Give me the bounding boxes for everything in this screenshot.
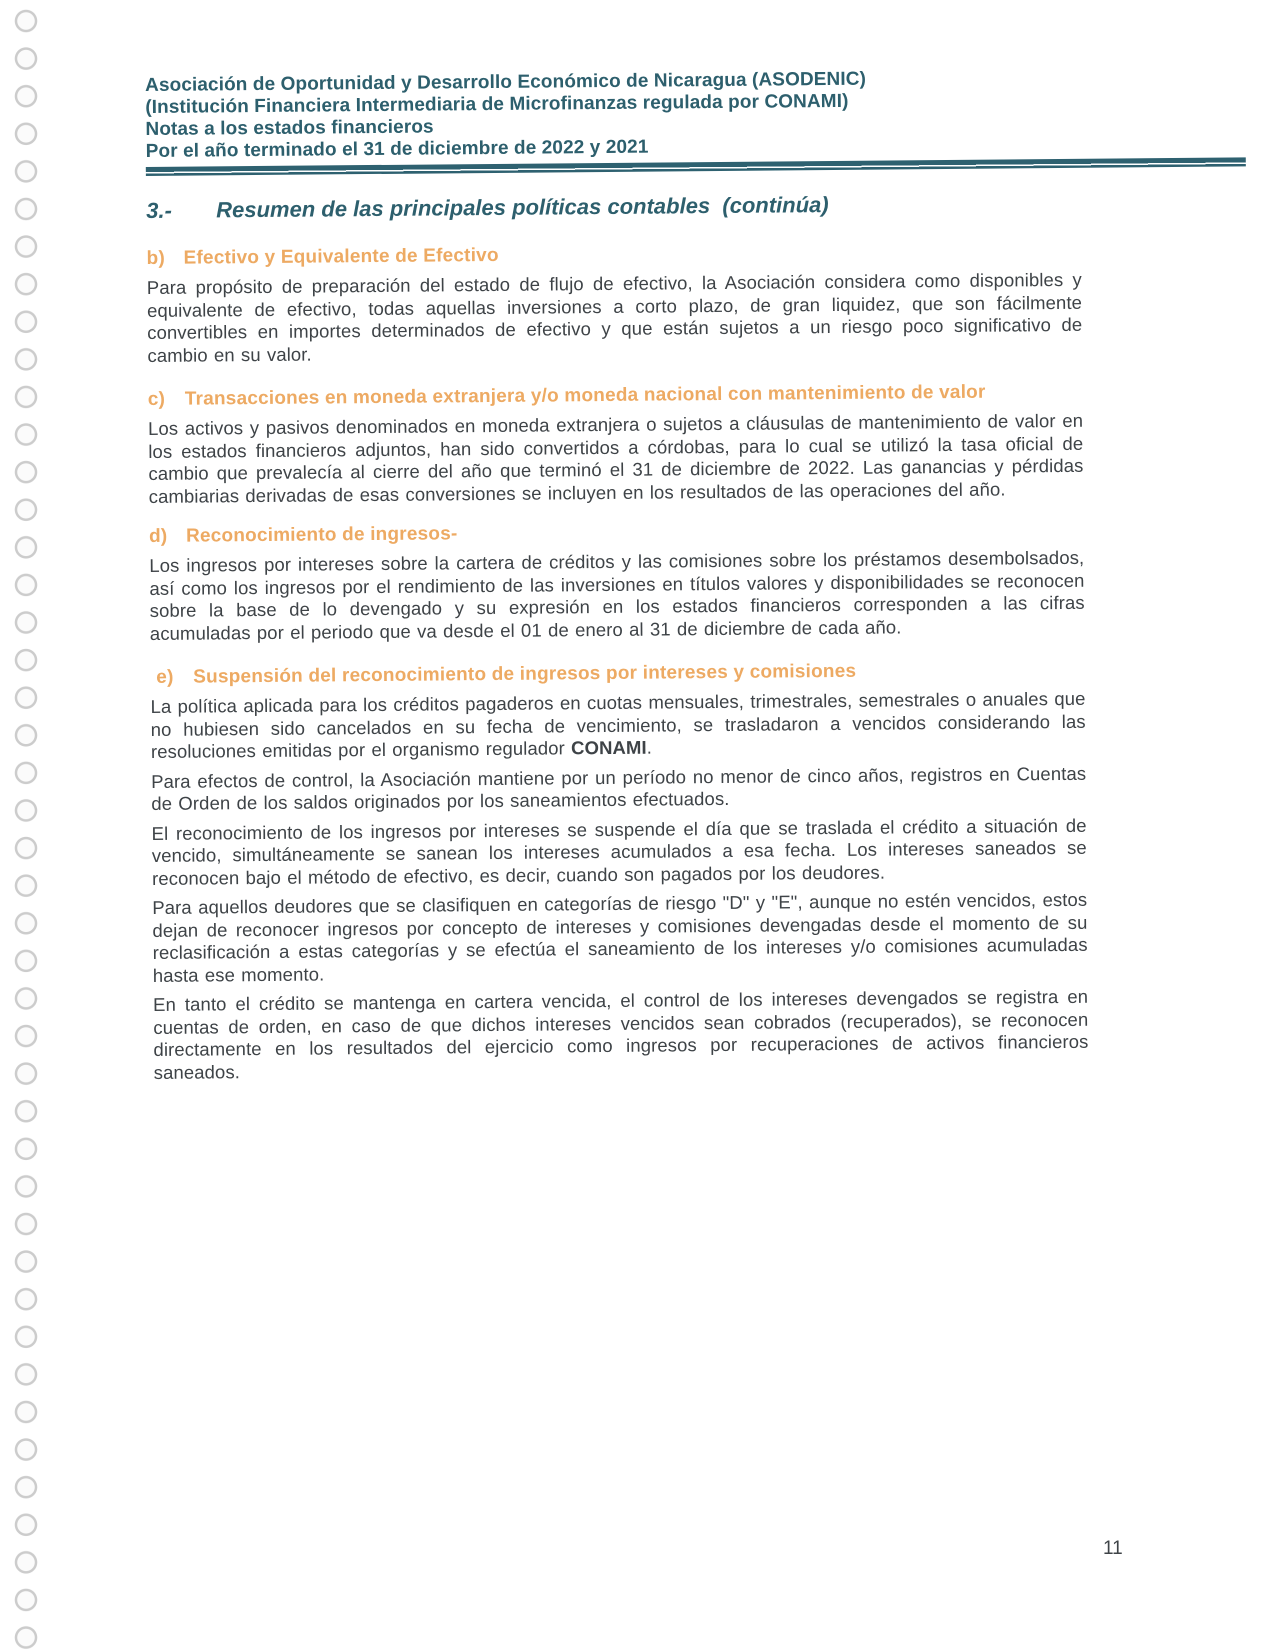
paragraph-cash-equivalents: Para propósito de preparación del estado de flujo de efectivo, la Asociación considera como disponibles y equivalente de efectivo, todas aquellas inversiones a corto plazo, de gran liquidez, que son fácilmente convertibles en importes determinados de efectivo y que están sujetos a un riesgo poco significativo de cambio en su valor. — [146, 268, 1083, 366]
section-title — [146, 188, 1081, 226]
subsection-heading-d — [149, 516, 1084, 549]
conami-bold-label: CONAMI — [570, 736, 647, 759]
paragraph-overdue-portfolio: En tanto el crédito se mantenga en cartera vencida, el control de los intereses devengados se registra en cuentas de orden, en caso de que dichos intereses vencidos sean cobrados (recuperados), se reconocen directamente en los resultados del ejercicio como ingresos por recuperaciones de activos financieros saneados. — [153, 985, 1089, 1083]
binder-holes — [8, 4, 44, 1650]
section-number: 3.- — [146, 197, 172, 223]
document-header — [145, 67, 1081, 163]
subsection-letter-d: d) — [148, 525, 168, 547]
header-period: Por el año terminado el 31 de diciembre de 2022 y 2021 — [145, 136, 649, 162]
paragraph-risk-categories: Para aquellos deudores que se clasifiquen en categorías de riesgo "D" y "E", aunque no estén vencidos, estos dejan de reconocer ingresos por concepto de intereses y comisiones devengadas desde el momento de su reclasificación a estas categorías y se efectúa el saneamiento de los intereses y/o comisiones acumuladas hasta ese momento. — [152, 888, 1088, 986]
section-title-text: Resumen de las principales políticas contables (continúa) — [216, 192, 829, 223]
header-institution-type: (Institución Financiera Intermediaria de Microfinanzas regulada por CONAMI) — [145, 90, 849, 118]
paragraph-income-recognition: Los ingresos por intereses sobre la cartera de créditos y las comisiones sobre los préstamos desembolsados, así como los ingresos por el rendimiento de las inversiones en títulos valores y disponibilidades se reconocen sobre la base de lo devengado y su expresión en los estados financieros corresponden a las cifras acumuladas por el periodo que va desde el 01 de enero al 31 de diciembre de cada año. — [149, 546, 1085, 644]
paragraph-policy-conami-period: . — [646, 736, 653, 758]
paragraph-interest-suspension: El reconocimiento de los ingresos por intereses se suspende el día que se traslada el crédito a situación de vencido, simultáneamente se sanean los intereses acumulados a esa fecha. Los intereses saneados se reconocen bajo el método de efectivo, es decir, cuando son pagados por los deudores. — [151, 814, 1087, 889]
subsection-letter-b: b) — [146, 247, 166, 269]
paragraph-policy-conami — [150, 688, 1086, 764]
page-content — [145, 67, 1089, 1084]
paragraph-control-records: Para efectos de control, la Asociación mantiene por un período no menor de cinco años, registros en Cuentas de Orden de los saldos originados por los saneamientos efectuados. — [151, 762, 1087, 814]
page-number: 11 — [1103, 1538, 1123, 1559]
subsection-heading-d-text: Reconocimiento de ingresos- — [185, 523, 458, 547]
subsection-heading-e-text: Suspensión del reconocimiento de ingresos por intereses y comisiones — [193, 660, 857, 688]
header-org-name: Asociación de Oportunidad y Desarrollo Económico de Nicaragua (ASODENIC) — [145, 68, 867, 96]
subsection-heading-b-text: Efectivo y Equivalente de Efectivo — [183, 244, 499, 269]
header-notes-title: Notas a los estados financieros — [145, 116, 434, 140]
subsection-heading-e — [150, 657, 1085, 690]
subsection-heading-c — [148, 379, 1083, 412]
subsection-letter-e: e) — [156, 666, 174, 688]
subsection-letter-c: c) — [147, 388, 166, 410]
paragraph-policy-conami-text: La política aplicada para los créditos pagaderos en cuotas mensuales, trimestrales, semestrales o anuales que no hubiesen sido cancelados en su fecha de vencimiento, se trasladaron a vencidos considerando las resoluciones emitidas por el organismo regulador — [150, 687, 1086, 762]
subsection-heading-b — [146, 238, 1081, 271]
subsection-heading-c-text: Transacciones en moneda extranjera y/o moneda nacional con mantenimiento de valor — [184, 381, 986, 410]
paragraph-foreign-currency: Los activos y pasivos denominados en moneda extranjera o sujetos a cláusulas de mantenimiento de valor en los estados financieros adjuntos, han sido convertidos a córdobas, para lo cual se utilizó la tasa oficial de cambio que prevalecía al cierre del año que terminó el 31 de diciembre de 2022. Las ganancias y pérdidas cambiarias derivadas de esas conversiones se incluyen en los resultados de las operaciones del año. — [147, 409, 1084, 507]
